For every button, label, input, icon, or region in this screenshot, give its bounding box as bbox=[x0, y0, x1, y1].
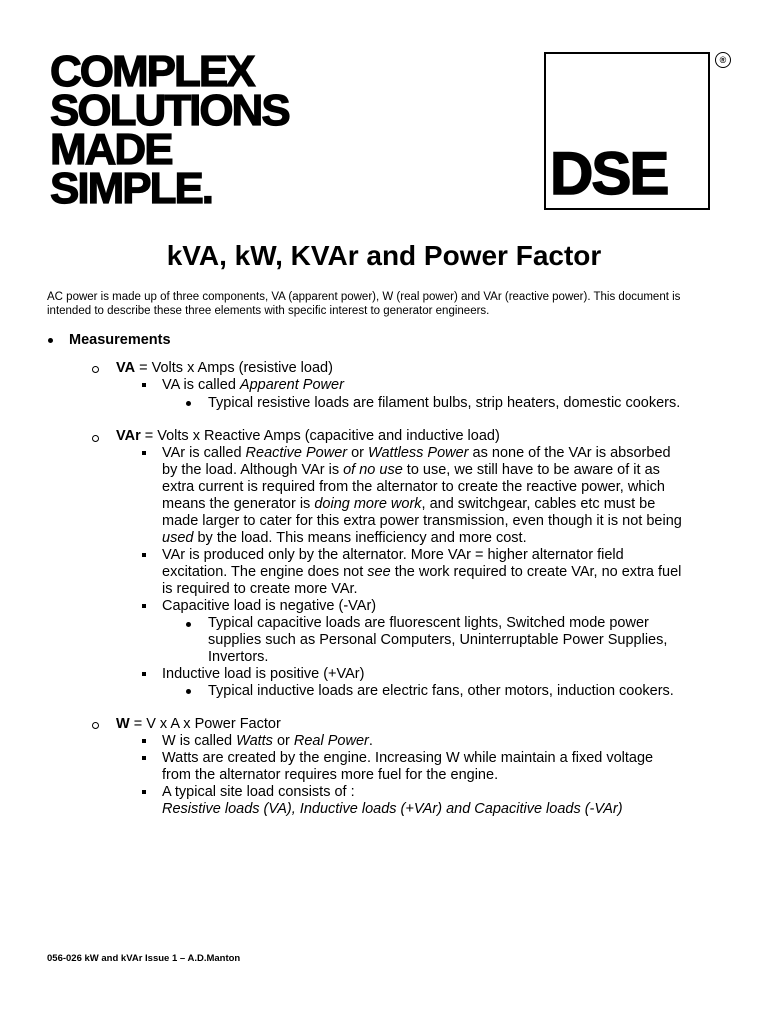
bullet-icon bbox=[186, 622, 191, 627]
var-text-line: made larger to cater for this extra power transmission, even though it is not being bbox=[162, 513, 682, 529]
w-created-line: Watts are created by the engine. Increasing W while maintain a fixed voltage bbox=[162, 750, 654, 766]
inductive-typical: Typical inductive loads are electric fans, other motors, induction cookers. bbox=[208, 683, 674, 699]
bullet-icon bbox=[186, 401, 191, 406]
dse-logo: DSE bbox=[550, 140, 668, 207]
var-definition: VAr = Volts x Reactive Amps (capacitive and inductive load) bbox=[116, 428, 500, 444]
intro-paragraph: AC power is made up of three components, VA (apparent power), W (real power) and VAr (reactive power). This document is intended to describe these three elements with specific interest to generator engineers. bbox=[47, 291, 681, 317]
w-definition: W = V x A x Power Factor bbox=[116, 716, 281, 732]
square-bullet-icon bbox=[142, 756, 146, 760]
footer-reference: 056-026 kW and kVAr Issue 1 – A.D.Manton bbox=[47, 953, 241, 964]
w-called: W is called Watts or Real Power. bbox=[162, 733, 373, 749]
square-bullet-icon bbox=[142, 739, 146, 743]
site-load: A typical site load consists of : bbox=[162, 784, 355, 800]
square-bullet-icon bbox=[142, 451, 146, 455]
var-text-line: VAr is produced only by the alternator. More VAr = higher alternator field bbox=[162, 547, 624, 563]
capacitive-typical-line: supplies such as Personal Computers, Uninterruptable Power Supplies, bbox=[208, 632, 668, 648]
capacitive-typical-line: Invertors. bbox=[208, 649, 269, 665]
capacitive-typical-line: Typical capacitive loads are fluorescent lights, Switched mode power bbox=[208, 615, 649, 631]
circle-bullet-icon bbox=[92, 722, 99, 729]
circle-bullet-icon bbox=[92, 435, 99, 442]
registered-mark: ® bbox=[715, 52, 731, 68]
square-bullet-icon bbox=[142, 790, 146, 794]
slogan bbox=[50, 47, 289, 213]
var-text-line: extra current is required from the alternator to create the reactive power, which bbox=[162, 479, 665, 495]
site-load-detail: Resistive loads (VA), Inductive loads (+VAr) and Capacitive loads (-VAr) bbox=[162, 801, 623, 817]
var-text-line: is required to create more VAr. bbox=[162, 581, 358, 597]
circle-bullet-icon bbox=[92, 366, 99, 373]
var-text-line: VAr is called Reactive Power or Wattless Power as none of the VAr is absorbed bbox=[162, 445, 671, 461]
inductive-load: Inductive load is positive (+VAr) bbox=[162, 666, 365, 682]
bullet-icon bbox=[186, 689, 191, 694]
var-text-line: means the generator is doing more work, and switchgear, cables etc must be bbox=[162, 496, 656, 512]
page-title: kVA, kW, KVAr and Power Factor bbox=[166, 240, 602, 271]
section-heading: Measurements bbox=[69, 332, 171, 348]
slogan-line: SOLUTIONS bbox=[50, 86, 289, 135]
slogan-line: COMPLEX bbox=[50, 47, 254, 96]
var-text-line: used by the load. This means inefficiency and more cost. bbox=[162, 530, 527, 546]
var-text-line: excitation. The engine does not see the work required to create VAr, no extra fuel bbox=[162, 564, 682, 580]
slogan-line: SIMPLE. bbox=[50, 164, 213, 213]
va-called: VA is called Apparent Power bbox=[162, 377, 344, 393]
square-bullet-icon bbox=[142, 672, 146, 676]
square-bullet-icon bbox=[142, 553, 146, 557]
va-definition: VA = Volts x Amps (resistive load) bbox=[116, 360, 333, 376]
w-created-line: from the alternator requires more fuel for the engine. bbox=[162, 767, 499, 783]
capacitive-load: Capacitive load is negative (-VAr) bbox=[162, 598, 377, 614]
square-bullet-icon bbox=[142, 604, 146, 608]
bullet-icon bbox=[48, 338, 53, 343]
square-bullet-icon bbox=[142, 383, 146, 387]
slogan-line: MADE bbox=[50, 125, 172, 174]
va-typical: Typical resistive loads are filament bulbs, strip heaters, domestic cookers. bbox=[208, 395, 681, 411]
var-text-line: by the load. Although VAr is of no use to use, we still have to be aware of it as bbox=[162, 462, 660, 478]
